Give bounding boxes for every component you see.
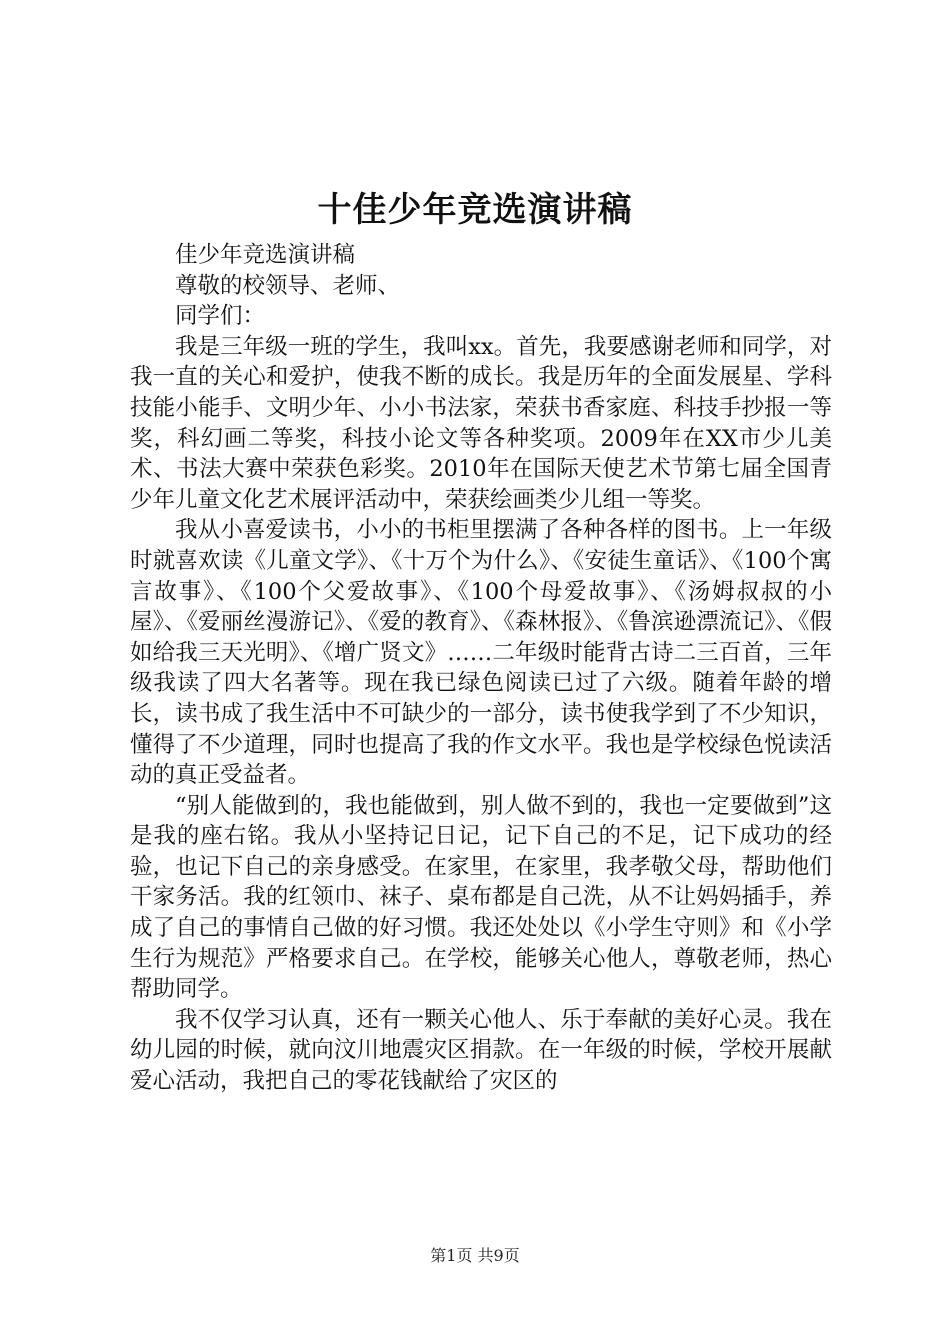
- document-body: [130, 240, 832, 1097]
- document-title: 十佳少年竞选演讲稿: [317, 190, 633, 230]
- paragraph-motto: “别人能做到的，我也能做到，别人做不到的，我也一定要做到”这是我的座右铭。我从小坚持记日记，记下自己的不足，记下成功的经验，也记下自己的亲身感受。在家里，在家里，我孝敬父母，帮助他们干家务活。我的红领巾、袜子、桌布都是自己洗，从不让妈妈插手，养成了自己的事情自己做的好习惯。我还处处以《小学生守则》和《小学生行为规范》严格要求自己。在学校，能够关心他人，尊敬老师，热心帮助同学。: [130, 792, 832, 1003]
- subtitle-line: 佳少年竞选演讲稿: [175, 242, 356, 268]
- paragraph-intro: 我是三年级一班的学生，我叫xx。首先，我要感谢老师和同学，对我一直的关心和爱护，使我不断的成长。我是历年的全面发展星、学科技能小能手、文明少年、小小书法家，荣获书香家庭、科技手抄报一等奖，科幻画二等奖，科技小论文等各种奖项。2009年在XX市少儿美术、书法大赛中荣获色彩奖。2010年在国际天使艺术节第七届全国青少年儿童文化艺术展评活动中，荣获绘画类少儿组一等奖。: [130, 333, 832, 513]
- salutation-line-2: 同学们：: [175, 303, 266, 330]
- salutation-line: 尊敬的校领导、老师、: [175, 272, 401, 299]
- paragraph-reading: 我从小喜爱读书，小小的书柜里摆满了各种各样的图书。上一年级时就喜欢读《儿童文学》、《十万个为什么》、《安徒生童话》、《100个寓言故事》、《100个父爱故事》、《100个母爱故事》、《汤姆叔叔的小屋》、《爱丽丝漫游记》、《爱的教育》、《森林报》、《鲁滨逊漂流记》、《假如给我三天光明》、《增广贤文》……二年级时能背古诗二三百首，三年级我读了四大名著等。现在我已绿色阅读已过了六级。随着年龄的增长，读书成了我生活中不可缺少的一部分，读书使我学到了不少知识，懂得了不少道理，同时也提高了我的作文水平。我也是学校绿色悦读活动的真正受益者。: [130, 517, 832, 789]
- page-number-footer: 第1页 共9页: [430, 1246, 520, 1265]
- paragraph-kindness: 我不仅学习认真，还有一颗关心他人、乐于奉献的美好心灵。我在幼儿园的时候，就向汶川地震灾区捐款。在一年级的时候，学校开展献爱心活动，我把自己的零花钱献给了灾区的: [130, 1006, 832, 1095]
